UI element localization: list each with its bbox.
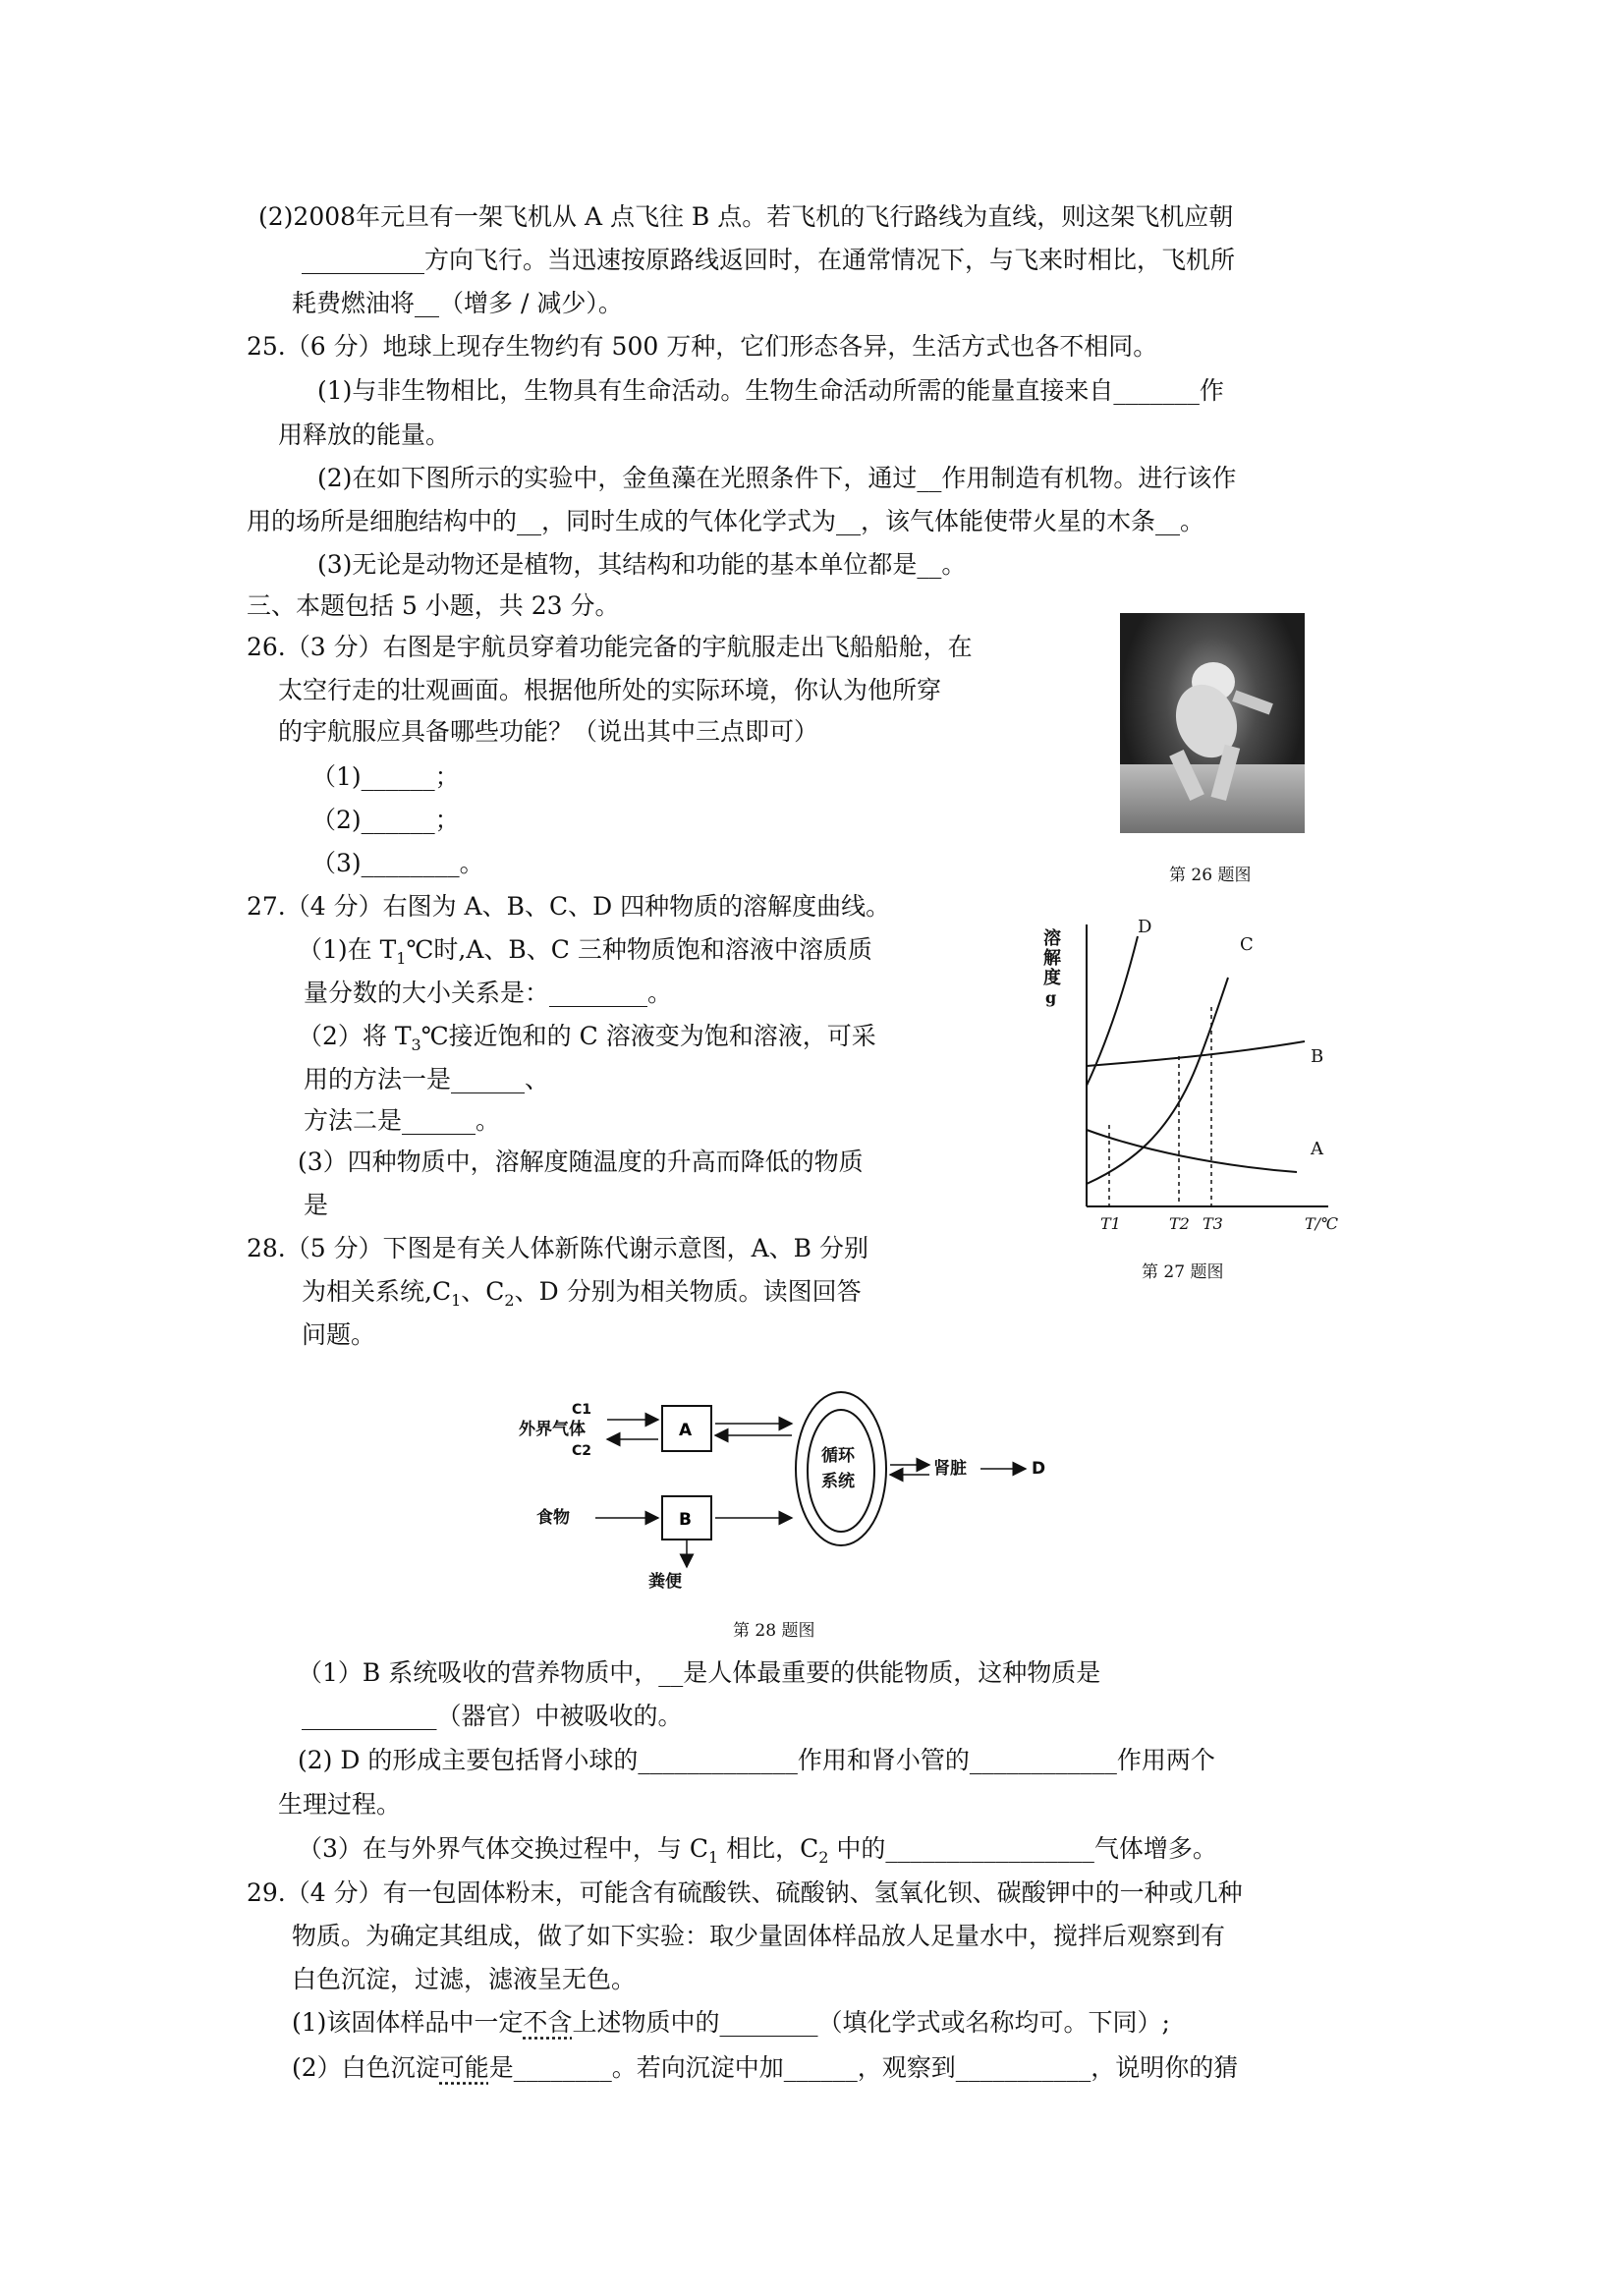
fig27-ylabel-4: g	[1045, 988, 1057, 1007]
q26-answer1: （1)______；	[311, 762, 460, 791]
curve-c	[1087, 978, 1228, 1184]
q27-part2-line1: （2）将 $T_3℃$接近饱和的 C 溶液变为饱和溶液，可采	[298, 1022, 876, 1054]
q25-header: 25.（6 分）地球上现存生物约有 500 万种，它们形态各异，生活方式也各不相同。	[247, 332, 1158, 361]
curve-b	[1087, 1041, 1305, 1066]
q27-part3-line1: (3）四种物质中，溶解度随温度的升高而降低的物质	[298, 1148, 864, 1176]
fig27-ylabel-3: 度	[1043, 968, 1061, 988]
metabolism-diagram	[501, 1380, 1091, 1596]
label-d: D	[1138, 917, 1152, 937]
q26-answer3: （3)________。	[311, 849, 484, 877]
q27-part1-line2: 量分数的大小关系是：________。	[304, 979, 673, 1007]
x-axis-label: T/℃	[1305, 1214, 1338, 1233]
section-3-heading: 三、本题包括 5 小题，共 23 分。	[247, 591, 620, 620]
fig26-caption: 第 26 题图	[1169, 866, 1252, 885]
tick-t1: T1	[1100, 1214, 1121, 1233]
emphasis-possibly: 可能	[439, 2053, 489, 2082]
q25-part3: (3)无论是动物还是植物，其结构和功能的基本单位都是__。	[317, 550, 967, 579]
label-circulation-1: 循环	[821, 1446, 855, 1466]
box-b-label: B	[679, 1510, 692, 1530]
circulation-inner	[808, 1410, 874, 1532]
label-circulation-2: 系统	[821, 1472, 855, 1491]
q27-part3-line2: 是	[304, 1191, 329, 1219]
label-food: 食物	[536, 1508, 570, 1528]
q25-part1-line1: (1)与非生物相比，生物具有生命活动。生物生命活动所需的能量直接来自_______作	[317, 376, 1224, 405]
q28-line1: 28.（5 分）下图是有关人体新陈代谢示意图，A、B 分别	[247, 1234, 868, 1262]
q28-line3: 问题。	[302, 1320, 376, 1349]
q25-part2-line2: 用的场所是细胞结构中的__，同时生成的气体化学式为__，该气体能使带火星的木条__。	[247, 507, 1205, 535]
q27-part1-line1: （1)在 $T_1℃$时,A、B、C 三种物质饱和溶液中溶质质	[298, 935, 872, 968]
label-outside-gas: 外界气体	[519, 1420, 586, 1439]
q29-line1: 29.（4 分）有一包固体粉末，可能含有硫酸铁、硫酸钠、氢氧化钡、碳酸钾中的一种或几种	[247, 1878, 1243, 1907]
q29-part2: (2）白色沉淀可能是________。若向沉淀中加______，观察到___________，说明你的猜	[292, 2053, 1239, 2082]
q27-part2-line2: 用的方法一是______、	[304, 1065, 550, 1093]
q24-part2-line2: __________方向飞行。当迅速按原路线返回时，在通常情况下，与飞来时相比，飞机所	[302, 246, 1236, 274]
fig27-ylabel-2: 解	[1043, 948, 1061, 969]
astronaut-figure	[1120, 613, 1305, 833]
label-b: B	[1311, 1046, 1324, 1067]
q28-part2-line1: (2) D 的形成主要包括肾小球的_____________作用和肾小管的____________作用两个	[298, 1746, 1215, 1774]
label-a: A	[1311, 1139, 1323, 1159]
q28-part1-line2: ___________（器官）中被吸收的。	[302, 1702, 683, 1730]
box-a-label: A	[679, 1421, 693, 1440]
q27-header: 27.（4 分）右图为 A、B、C、D 四种物质的溶解度曲线。	[247, 892, 891, 921]
q26-line1: 26.（3 分）右图是宇航员穿着功能完备的宇航服走出飞船船舱，在	[247, 633, 973, 661]
q26-line3: 的宇航服应具备哪些功能？（说出其中三点即可）	[278, 717, 819, 746]
q26-line2: 太空行走的壮观画面。根据他所处的实际环境，你认为他所穿	[278, 676, 942, 704]
label-d: D	[1032, 1459, 1046, 1479]
emphasis-not-contain: 不含	[523, 2008, 573, 2037]
astronaut-photo	[1120, 613, 1305, 833]
q29-part1: (1)该固体样品中一定不含上述物质中的________（填化学式或名称均可。下同）;	[292, 2008, 1170, 2037]
q28-line2: 为相关系统$,C_1$、$C_2$、D 分别为相关物质。读图回答	[302, 1277, 862, 1310]
q28-part1-line1: （1）B 系统吸收的营养物质中，__是人体最重要的供能物质，这种物质是	[298, 1658, 1101, 1687]
label-c: C	[1240, 934, 1254, 955]
tick-t2: T2	[1169, 1214, 1190, 1233]
label-c2: C2	[572, 1443, 592, 1459]
fig28-caption: 第 28 题图	[733, 1621, 815, 1641]
q24-part2-line1: (2)2008年元旦有一架飞机从 A 点飞往 B 点。若飞机的飞行路线为直线，则这架飞机应朝	[258, 202, 1234, 231]
q28-part3: （3）在与外界气体交换过程中，与 $C_1$ 相比，$C_2$ 中的_________________气体增多。	[298, 1834, 1217, 1867]
q27-part2-line3: 方法二是______。	[304, 1106, 501, 1135]
q29-line2: 物质。为确定其组成，做了如下实验：取少量固体样品放人足量水中，搅拌后观察到有	[292, 1922, 1226, 1950]
fig27-ylabel-1: 溶	[1043, 928, 1061, 949]
q24-part2-line3: 耗费燃油将__（增多 / 减少）。	[292, 289, 623, 317]
q25-part2-line1: (2)在如下图所示的实验中，金鱼藻在光照条件下，通过__作用制造有机物。进行该作	[317, 464, 1237, 492]
q25-part1-line2: 用释放的能量。	[278, 420, 451, 449]
label-kidney: 肾脏	[933, 1459, 967, 1479]
q26-answer2: （2)______；	[311, 806, 460, 834]
fig27-caption: 第 27 题图	[1142, 1262, 1224, 1282]
q28-part2-line2: 生理过程。	[278, 1790, 402, 1819]
tick-t3: T3	[1203, 1214, 1223, 1233]
circulation-outer	[796, 1392, 886, 1545]
q29-line3: 白色沉淀，过滤，滤液呈无色。	[292, 1965, 637, 1993]
solubility-chart	[1032, 909, 1356, 1243]
label-feces: 粪便	[648, 1572, 682, 1592]
label-c1: C1	[572, 1402, 592, 1418]
